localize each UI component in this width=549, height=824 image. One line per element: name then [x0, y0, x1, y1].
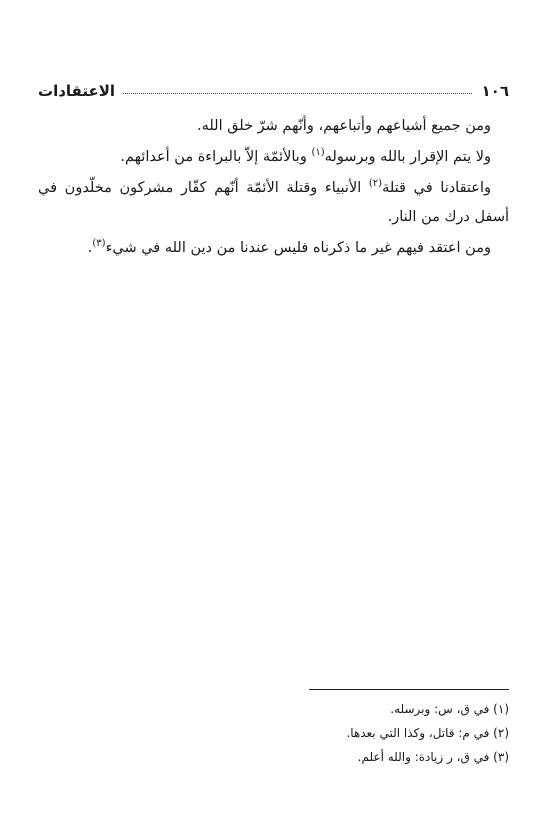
page-number: ١٠٦ — [481, 82, 509, 100]
body-text — [38, 112, 509, 263]
footnote-separator — [309, 689, 509, 690]
footnote-marker-2: (٢) — [368, 178, 383, 190]
footnote-2: (٢) في م: قاتل، وكذا التي بعدها. — [346, 726, 509, 740]
footnote-1: (١) في ق، س: وبرسله. — [390, 702, 509, 716]
footnotes — [209, 697, 509, 769]
page-header — [38, 76, 509, 100]
footnote-marker-1: (١) — [311, 147, 325, 159]
paragraph-4-text-a: ومن اعتقد فيهم غير ما ذكرناه فليس عندنا من دين الله في شيء — [105, 240, 491, 256]
paragraph-3-text-b: الأنبياء وقتلة الأئمّة أنّهم كفّار مشركون مخلّدون في أسفل درك من النار. — [38, 180, 509, 225]
paragraph-2-text-a: ولا يتم الإقرار بالله وبرسوله — [324, 149, 491, 165]
paragraph-4 — [38, 234, 509, 263]
footnote-3: (٣) في ق، ر زيادة: والله أعلم. — [357, 750, 509, 764]
footnote-marker-3: (٣) — [92, 238, 106, 250]
paragraph-2 — [38, 143, 509, 172]
paragraph-4-text-b: . — [87, 240, 93, 256]
paragraph-3 — [38, 174, 509, 232]
paragraph-2-text-b: وبالأئمّة إلاّ بالبراءة من أعدائهم. — [120, 149, 312, 165]
paragraph-1: ومن جميع أشياعهم وأتباعهم، وأنّهم شرّ خلق الله. — [196, 118, 491, 134]
dotted-leader — [123, 93, 472, 94]
paragraph-3-text-a: واعتقادنا في قتلة — [382, 180, 491, 196]
running-title: الاعتقادات — [38, 82, 116, 100]
